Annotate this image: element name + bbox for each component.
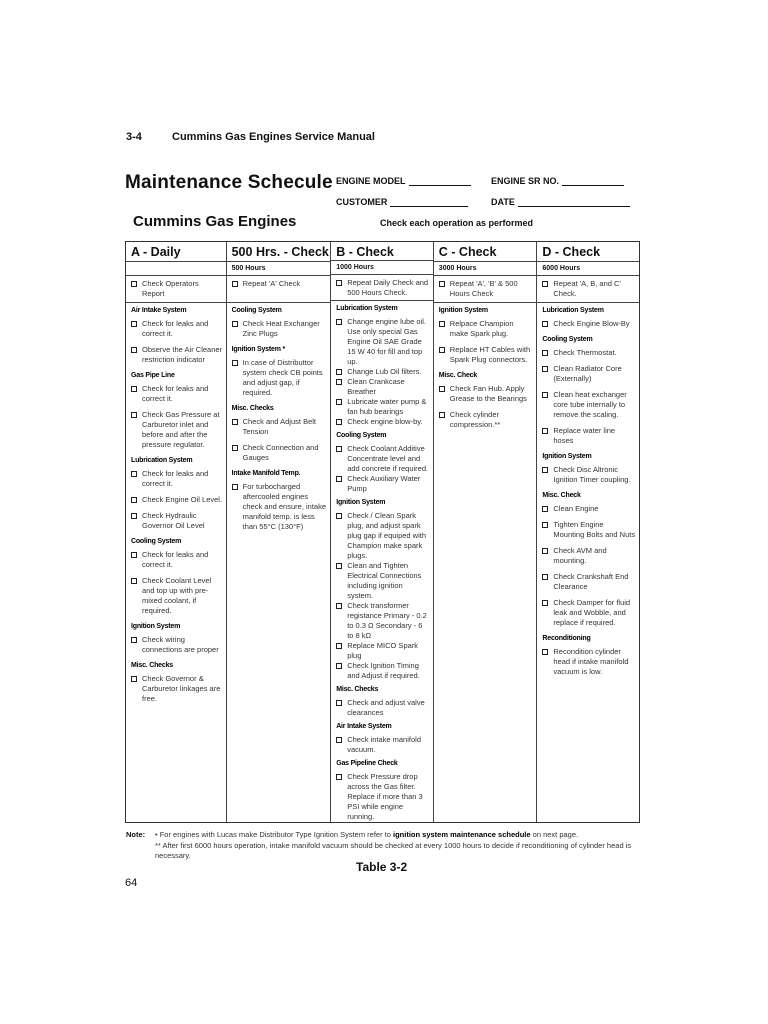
check-item[interactable] <box>336 601 430 641</box>
check-item[interactable] <box>336 772 430 822</box>
check-item-label: Check Operators Report <box>142 279 199 298</box>
checkbox-icon[interactable] <box>336 399 342 405</box>
column-header: D - Check <box>537 242 639 262</box>
checkbox-icon[interactable] <box>336 319 342 325</box>
check-item[interactable] <box>336 474 430 494</box>
section-heading: Misc. Checks <box>231 405 274 412</box>
check-item-label: Check Hydraulic Governor Oil Level <box>142 511 205 530</box>
manual-title: Cummins Gas Engines Service Manual <box>172 131 375 143</box>
check-item[interactable] <box>542 520 636 540</box>
section-number: 3-4 <box>126 131 142 143</box>
section-heading: Cooling System <box>131 538 182 545</box>
check-item[interactable] <box>232 443 328 463</box>
column-hours: 500 Hours <box>227 262 331 276</box>
engine-sr-no-line[interactable] <box>562 176 624 186</box>
check-item[interactable] <box>542 504 636 514</box>
checkbox-icon[interactable] <box>336 280 342 286</box>
checkbox-icon[interactable] <box>131 281 137 287</box>
checkbox-icon[interactable] <box>131 637 137 643</box>
engine-sr-no-label: ENGINE SR NO. <box>491 176 560 186</box>
checkbox-icon[interactable] <box>131 497 137 503</box>
check-item-label: Check Governor & Carburetor linkages are free. <box>142 674 221 703</box>
check-item-label: Check Heat Exchanger Zinc Plugs <box>242 319 320 338</box>
check-item[interactable] <box>336 698 430 718</box>
section-heading: Misc. Check <box>438 372 478 379</box>
section-heading: Lubrication System <box>542 307 604 314</box>
check-item[interactable] <box>439 384 534 404</box>
first-check-row <box>331 275 433 301</box>
check-item-label: Check Coolant Additive Concentrate level and add concrete if required. <box>347 444 429 473</box>
check-item-label: Observe the Air Cleaner restriction indicator <box>142 345 223 364</box>
check-item[interactable] <box>131 469 223 489</box>
column-hours <box>126 262 226 276</box>
checkbox-icon[interactable] <box>439 347 445 353</box>
check-item[interactable] <box>542 319 636 329</box>
check-item-label: Check Engine Blow-By <box>553 319 630 328</box>
column-hours: 1000 Hours <box>331 261 433 275</box>
checkbox-icon[interactable] <box>336 603 342 609</box>
check-item[interactable] <box>131 576 223 616</box>
checkbox-icon[interactable] <box>232 321 238 327</box>
engine-model-field[interactable] <box>336 176 471 186</box>
check-item-label: Repeat 'A', 'B' & 500 Hours Check <box>449 279 518 298</box>
check-item-label: Check / Clean Spark plug, and adjust spark plug gap if equiped with Champion make spark plugs. <box>347 511 427 560</box>
column-hours: 3000 Hours <box>434 262 537 276</box>
checkbox-icon[interactable] <box>336 476 342 482</box>
checkbox-icon[interactable] <box>542 392 548 398</box>
checkbox-icon[interactable] <box>336 369 342 375</box>
checkbox-icon[interactable] <box>336 513 342 519</box>
check-item[interactable] <box>336 735 430 755</box>
column-body <box>537 303 639 683</box>
column-3 <box>434 242 538 822</box>
note-2: ** After first 6000 hours operation, intake manifold vacuum should be checked at every 1000 hours to decide if reconditioning of cylinder head is necessary. <box>155 841 632 860</box>
check-item-label: Repeat 'A' Check <box>242 279 301 288</box>
check-item[interactable] <box>336 397 430 417</box>
checkbox-icon[interactable] <box>336 774 342 780</box>
check-item-label: Change Lub Oil filters. <box>347 367 422 376</box>
column-4 <box>537 242 639 822</box>
check-item[interactable] <box>542 465 636 485</box>
checkbox-icon[interactable] <box>542 548 548 554</box>
checkbox-icon[interactable] <box>542 467 548 473</box>
checkbox-icon[interactable] <box>131 386 137 392</box>
column-header: B - Check <box>331 242 433 261</box>
check-item-label: Check Disc Altronic Ignition Timer coupling. <box>553 465 631 484</box>
checkbox-icon[interactable] <box>232 445 238 451</box>
check-item-label: Clean Crankcase Breather <box>347 377 405 396</box>
column-2 <box>331 242 434 822</box>
check-item-label: Check AVM and mounting. <box>553 546 607 565</box>
check-item[interactable] <box>131 384 223 404</box>
check-item-label: Lubricate water pump & fan hub bearings <box>347 397 427 416</box>
engine-sr-no-field[interactable] <box>491 176 624 186</box>
check-item-label: Check and adjust valve clearances <box>347 698 425 717</box>
check-item[interactable] <box>131 345 223 365</box>
check-item-label: Check intake manifold vacuum. <box>347 735 421 754</box>
customer-line[interactable] <box>390 197 468 207</box>
check-item-label: Check Crankshaft End Clearance <box>553 572 629 591</box>
checkbox-icon[interactable] <box>542 574 548 580</box>
check-item-label: Recondition cylinder head if intake manifold vacuum is low. <box>553 647 629 676</box>
section-heading: Gas Pipe Line <box>131 372 175 379</box>
check-item[interactable] <box>542 546 636 566</box>
check-item[interactable] <box>131 279 223 299</box>
section-heading: Gas Pipeline Check <box>336 760 398 767</box>
section-heading: Reconditioning <box>542 635 591 642</box>
check-item[interactable] <box>336 278 430 298</box>
checkbox-icon[interactable] <box>336 419 342 425</box>
check-item[interactable] <box>439 279 534 299</box>
check-item-label: Check Ignition Timing and Adjust if required. <box>347 661 420 680</box>
check-item[interactable] <box>336 511 430 561</box>
check-item[interactable] <box>542 348 636 358</box>
check-item[interactable] <box>336 444 430 474</box>
column-body <box>331 301 433 822</box>
checkbox-icon[interactable] <box>542 506 548 512</box>
check-item[interactable] <box>232 279 328 289</box>
checkbox-icon[interactable] <box>439 386 445 392</box>
section-heading: Cooling System <box>542 336 593 343</box>
section-heading: Ignition System <box>438 307 488 314</box>
check-item-label: Check Connection and Gauges <box>242 443 319 462</box>
checkbox-icon[interactable] <box>542 600 548 606</box>
check-item[interactable] <box>439 319 534 339</box>
section-heading: Misc. Checks <box>131 662 173 669</box>
checkbox-icon[interactable] <box>131 513 137 519</box>
check-item-label: Replace water line hoses <box>553 426 616 445</box>
section-heading: Ignition System * <box>231 346 285 353</box>
check-item-label: Check Auxiliary Water Pump <box>347 474 421 493</box>
checkbox-icon[interactable] <box>542 649 548 655</box>
checkbox-icon[interactable] <box>439 321 445 327</box>
check-item-label: Clean Radiator Core (Externally) <box>553 364 622 383</box>
checkbox-icon[interactable] <box>131 676 137 682</box>
check-item-label: Repeat 'A, B, and C' Check. <box>553 279 621 298</box>
check-item[interactable] <box>336 417 430 427</box>
check-item-label: Check engine blow-by. <box>347 417 423 426</box>
column-header: A - Daily <box>126 242 226 262</box>
check-item-label: Check Damper for fluid leak and Wobble, and replace if required. <box>553 598 631 627</box>
section-heading: Cooling System <box>231 307 282 314</box>
check-item[interactable] <box>232 358 328 398</box>
check-item-label: Check Engine Oil Level. <box>142 495 223 504</box>
check-item[interactable] <box>131 410 223 450</box>
customer-field[interactable] <box>336 197 468 207</box>
checkbox-icon[interactable] <box>542 522 548 528</box>
check-item[interactable] <box>542 572 636 592</box>
checkbox-icon[interactable] <box>336 563 342 569</box>
check-item[interactable] <box>131 550 223 570</box>
check-item[interactable] <box>336 661 430 681</box>
checkbox-icon[interactable] <box>542 281 548 287</box>
checkbox-icon[interactable] <box>336 643 342 649</box>
note-1 <box>155 830 578 839</box>
check-item-label: Check for leaks and correct it. <box>142 319 209 338</box>
check-item-label: Repeat Daily Check and 500 Hours Check. <box>347 277 429 297</box>
check-item[interactable] <box>542 364 636 384</box>
checkbox-icon[interactable] <box>439 412 445 418</box>
check-item-label: Check transformer registance Primary - 0.2 to 0.3 Ω Secondary - 6 to 8 kΩ <box>347 601 427 640</box>
page-number: 64 <box>125 877 138 889</box>
first-check-row <box>227 276 331 303</box>
checkbox-icon[interactable] <box>336 737 342 743</box>
note-1-bold: ignition system maintenance schedule <box>393 830 531 839</box>
check-item[interactable] <box>542 647 636 677</box>
checkbox-icon[interactable] <box>131 412 137 418</box>
column-header: 500 Hrs. - Check <box>227 242 331 262</box>
check-item[interactable] <box>336 317 430 367</box>
check-item-label: Change engine lube oil. Use only special Gas Engine Oil SAE Grade 15 W 40 for fill and top up. <box>347 317 427 366</box>
check-item[interactable] <box>542 390 636 420</box>
checkbox-icon[interactable] <box>232 484 238 490</box>
section-heading: Lubrication System <box>131 457 193 464</box>
section-heading: Air Intake System <box>131 307 187 314</box>
check-item-label: Clean heat exchanger core tube internally to remove the scaling. <box>553 390 627 419</box>
first-check-row <box>537 276 639 303</box>
check-item-label: Check and Adjust Belt Tension <box>242 417 316 436</box>
check-item[interactable] <box>336 377 430 397</box>
check-item[interactable] <box>131 511 223 531</box>
check-item-label: Check for leaks and correct it. <box>142 550 209 569</box>
section-heading: Ignition System <box>542 453 592 460</box>
checkbox-icon[interactable] <box>336 446 342 452</box>
check-item-label: Check Coolant Level and top up with pre-mixed coolant, if required. <box>142 576 212 615</box>
check-item[interactable] <box>232 319 328 339</box>
section-heading: Intake Manifold Temp. <box>231 470 301 477</box>
check-item[interactable] <box>131 495 223 505</box>
check-item[interactable] <box>439 410 534 430</box>
section-heading: Ignition System <box>336 499 386 506</box>
checkbox-icon[interactable] <box>542 321 548 327</box>
column-body <box>227 303 331 538</box>
check-item[interactable] <box>336 561 430 601</box>
check-item-label: Clean Engine <box>553 504 599 513</box>
checkbox-icon[interactable] <box>131 578 137 584</box>
column-1 <box>227 242 332 822</box>
check-item[interactable] <box>542 279 636 299</box>
check-item-label: Check cylinder compression.** <box>449 410 501 429</box>
check-item-label: Check for leaks and correct it. <box>142 384 209 403</box>
checkbox-icon[interactable] <box>131 552 137 558</box>
note-1-suffix: on next page. <box>530 830 579 839</box>
date-label: DATE <box>491 197 515 207</box>
check-item[interactable] <box>439 345 534 365</box>
first-check-row <box>434 276 537 303</box>
column-0 <box>126 242 227 822</box>
instruction-text: Check each operation as performed <box>380 218 534 228</box>
check-item-label: For turbocharged aftercooled engines check and ensure, intake manifold temp. is less than 55°C (130°F) <box>242 482 326 531</box>
checkbox-icon[interactable] <box>336 663 342 669</box>
checkbox-icon[interactable] <box>232 281 238 287</box>
customer-label: CUSTOMER <box>336 197 388 207</box>
checkbox-icon[interactable] <box>232 360 238 366</box>
date-field[interactable] <box>491 197 630 207</box>
page-title: Maintenance Schecule <box>125 172 333 193</box>
section-heading: Misc. Check <box>542 492 581 499</box>
check-item-label: Relpace Champion make Spark plug. <box>449 319 514 338</box>
check-item-label: Check Fan Hub. Apply Grease to the Bearings <box>449 384 527 403</box>
date-line[interactable] <box>518 197 630 207</box>
check-item-label: Replace HT Cables with Spark Plug connectors. <box>449 345 531 364</box>
check-item-label: Check wiring connections are proper <box>142 635 219 654</box>
column-body <box>126 303 226 710</box>
section-heading: Cooling System <box>336 432 387 439</box>
note-1-text: • For engines with Lucas make Distributor Type Ignition System refer to <box>155 830 394 839</box>
check-item[interactable] <box>336 367 430 377</box>
checkbox-icon[interactable] <box>131 471 137 477</box>
column-header: C - Check <box>434 242 537 262</box>
check-item-label: Replace MICO Spark plug <box>347 641 419 660</box>
section-heading: Air Intake System <box>336 723 392 730</box>
engine-model-line[interactable] <box>409 176 471 186</box>
page-subtitle: Cummins Gas Engines <box>133 213 297 230</box>
check-item[interactable] <box>542 598 636 628</box>
column-hours: 6000 Hours <box>537 262 639 276</box>
checkbox-icon[interactable] <box>336 700 342 706</box>
checkbox-icon[interactable] <box>542 366 548 372</box>
check-item-label: Check Pressure drop across the Gas filter. Replace if more than 3 PSI while engine running. <box>347 772 423 821</box>
maintenance-table <box>125 241 640 823</box>
checkbox-icon[interactable] <box>131 321 137 327</box>
first-check-row <box>126 276 226 303</box>
check-item-label: Check Thermostat. <box>553 348 617 357</box>
check-item-label: Clean and Tighten Electrical Connections including ignition system. <box>347 561 422 600</box>
section-heading: Ignition System <box>131 623 181 630</box>
checkbox-icon[interactable] <box>542 428 548 434</box>
checkbox-icon[interactable] <box>542 350 548 356</box>
note-label: Note: <box>126 830 146 839</box>
column-body <box>434 303 537 436</box>
check-item[interactable] <box>542 426 636 446</box>
check-item-label: Check for leaks and correct it. <box>142 469 209 488</box>
check-item-label: Tighten Engine Mounting Bolts and Nuts <box>553 520 636 539</box>
check-item[interactable] <box>131 635 223 655</box>
checkbox-icon[interactable] <box>439 281 445 287</box>
check-item[interactable] <box>131 319 223 339</box>
check-item[interactable] <box>131 674 223 704</box>
checkbox-icon[interactable] <box>131 347 137 353</box>
table-caption: Table 3-2 <box>356 860 408 874</box>
engine-model-label: ENGINE MODEL <box>336 176 406 186</box>
check-item-label: Check Gas Pressure at Carburetor inlet and before and after the pressure regulator. <box>142 410 220 449</box>
check-item-label: In case of Distributtor system check CB points and adjust gap, if required. <box>242 358 323 397</box>
section-heading: Lubrication System <box>336 305 398 312</box>
checkbox-icon[interactable] <box>336 379 342 385</box>
check-item[interactable] <box>232 482 328 532</box>
section-heading: Misc. Checks <box>336 686 379 693</box>
check-item[interactable] <box>336 641 430 661</box>
checkbox-icon[interactable] <box>232 419 238 425</box>
check-item[interactable] <box>232 417 328 437</box>
